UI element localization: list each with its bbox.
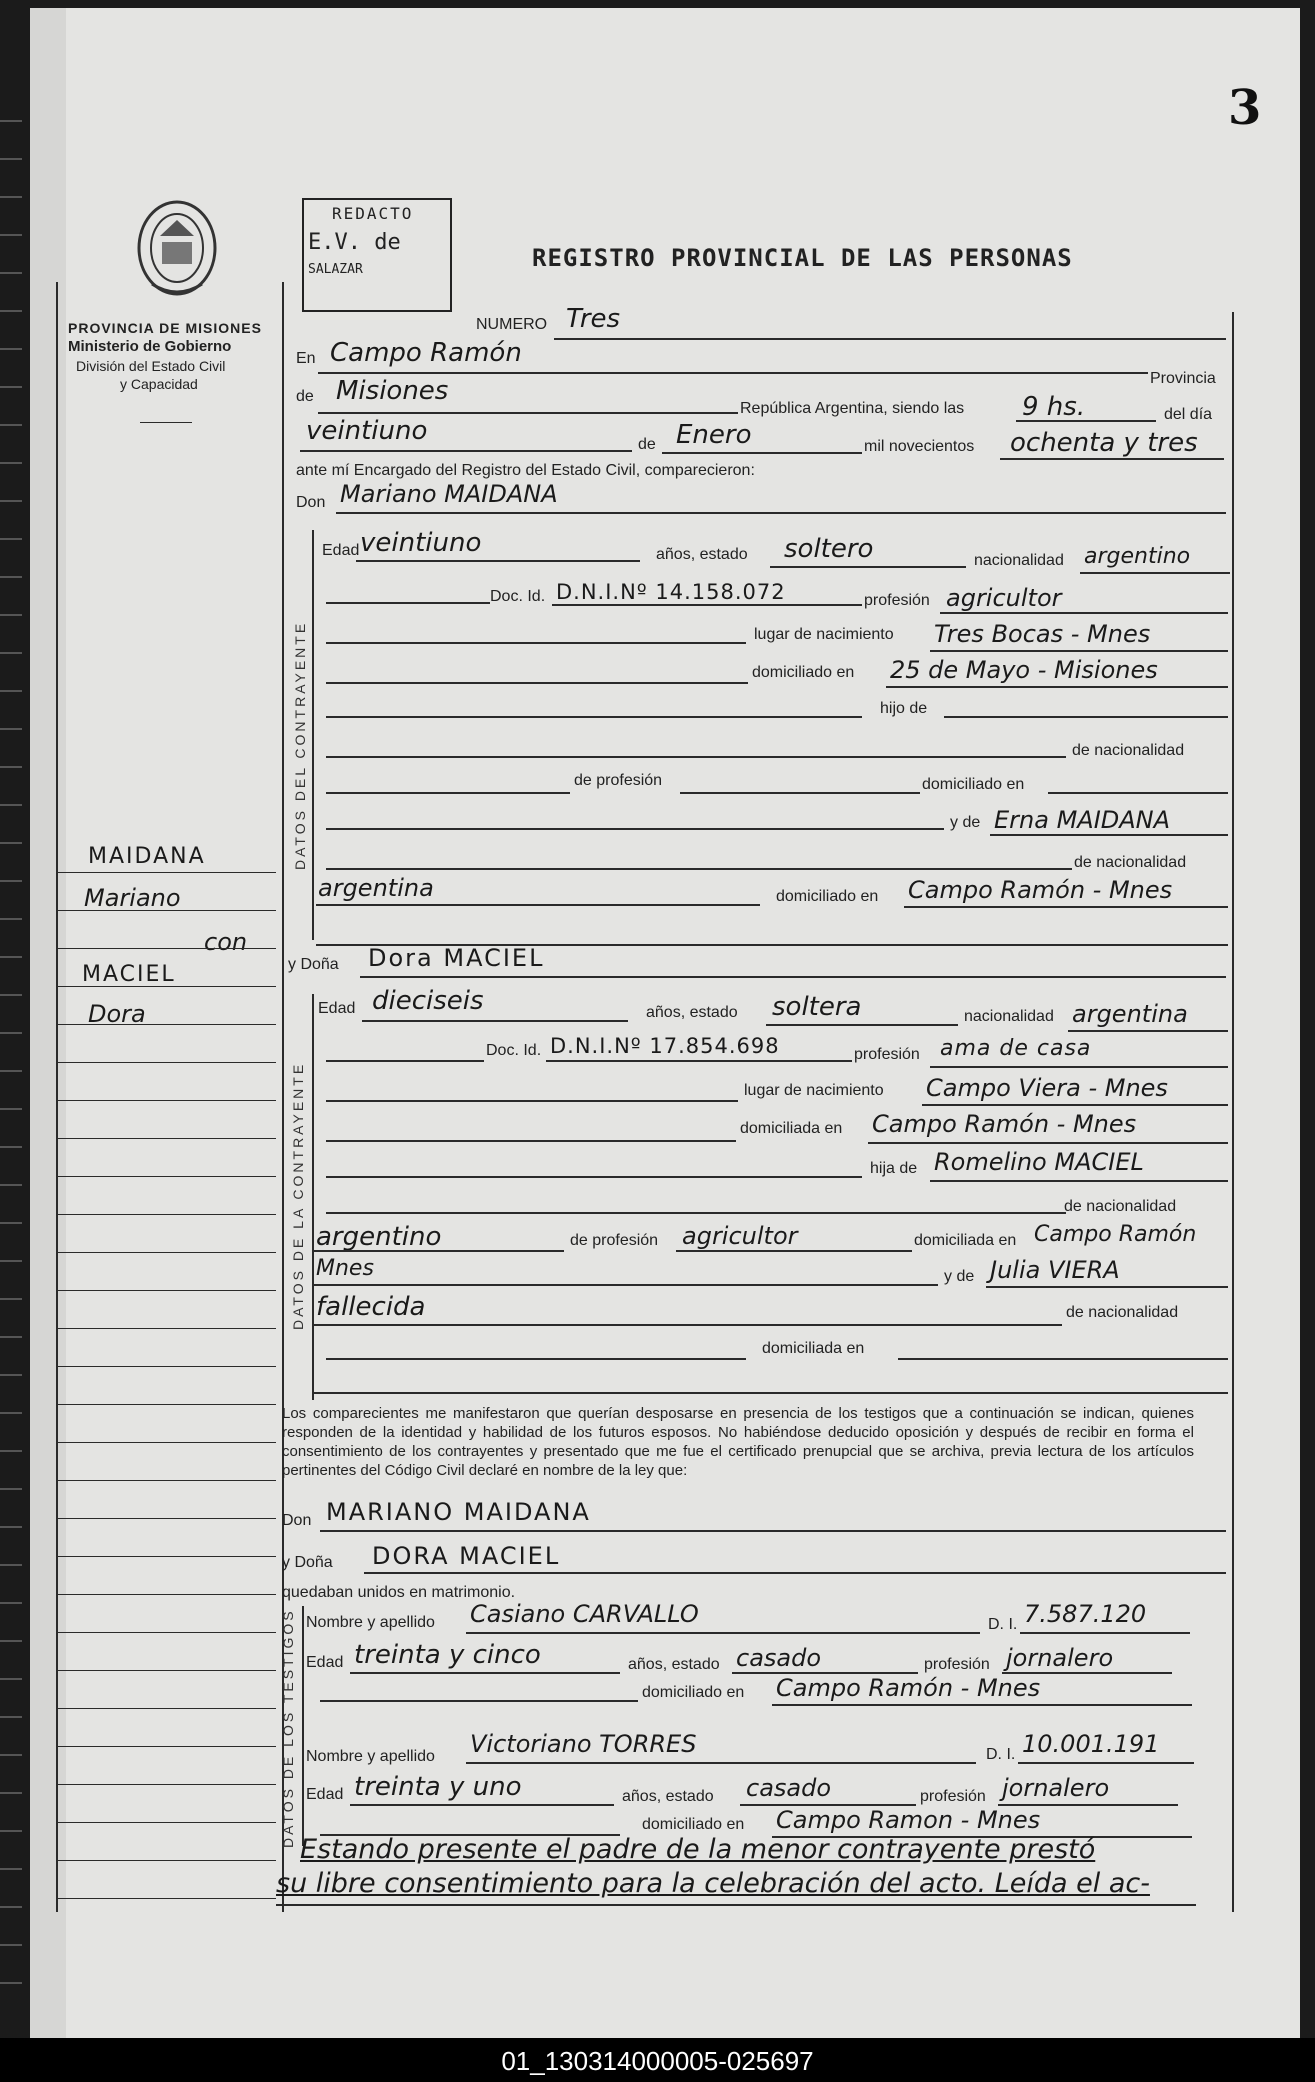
binding-notch: [0, 1564, 22, 1566]
dona-value: Dora MACIEL: [368, 944, 545, 972]
f-hija-pre-line: [326, 1176, 862, 1178]
coat-of-arms-icon: [130, 196, 224, 300]
contrayenta-section-label: DATOS DE LA CONTRAYENTE: [290, 1061, 306, 1330]
c-dom-line: [886, 686, 1228, 688]
binding-notch: [0, 1488, 22, 1490]
stamp-line2: SALAZAR: [308, 262, 363, 277]
binding-notch: [0, 1526, 22, 1528]
c-padre-nac-line: [326, 792, 570, 794]
t2-edad: treinta y uno: [354, 1772, 522, 1802]
c-padre-line: [326, 756, 1066, 758]
t2-prof-label: profesión: [920, 1788, 986, 1805]
f-nacionalidad: argentina: [1072, 1000, 1188, 1028]
f-doc-line: [546, 1060, 852, 1062]
f-close-line: [314, 1392, 1228, 1394]
sidebar-divider: [140, 422, 192, 423]
f-doc-label: Doc. Id.: [486, 1042, 542, 1059]
binding-notch: [0, 1754, 22, 1756]
t1-di-label: D. I.: [988, 1616, 1018, 1633]
binding-notch: [0, 1108, 22, 1110]
binding-notch: [0, 880, 22, 882]
f-padre-dom-2: Mnes: [316, 1256, 374, 1281]
anio-value: ochenta y tres: [1010, 428, 1198, 458]
c-madre: Erna MAIDANA: [994, 806, 1171, 834]
c-dom-label-3: domiciliado en: [776, 888, 879, 905]
hora-line: [1016, 420, 1156, 422]
c-domicilio: 25 de Mayo - Misiones: [890, 656, 1158, 684]
f-prof-line: [930, 1066, 1228, 1068]
margin-name-2: Dora: [88, 1000, 146, 1028]
note-line-2: su libre consentimiento para la celebración del acto. Leída el ac-: [276, 1868, 1150, 1899]
binding-notch: [0, 234, 22, 236]
binding-notch: [0, 462, 22, 464]
f-edad: dieciseis: [372, 986, 484, 1016]
f-de-nac-label-2: de nacionalidad: [1066, 1304, 1179, 1321]
c-lugar-line: [930, 650, 1228, 652]
en-value: Campo Ramón: [330, 338, 522, 368]
sidebar-rule: [56, 1860, 276, 1861]
c-edad-label: Edad: [322, 542, 360, 559]
binding-notch: [0, 1868, 22, 1870]
t2-anios-label: años, estado: [622, 1788, 714, 1805]
margin-con: con: [204, 928, 248, 956]
numero-line: [554, 338, 1226, 340]
binding-notch: [0, 1716, 22, 1718]
f-padre-2-line: [326, 1212, 1066, 1214]
contrayente-section-label: DATOS DEL CONTRAYENTE: [292, 620, 308, 870]
c-doc: D.N.I.Nº 14.158.072: [556, 580, 786, 604]
page-number: 3: [1228, 80, 1262, 136]
binding-notch: [0, 728, 22, 730]
f-hija-label: hija de: [870, 1160, 918, 1177]
c-lugar-pre-line: [326, 642, 746, 644]
union-dona-label: y Doña: [282, 1554, 333, 1571]
c-lugar-label: lugar de nacimiento: [754, 626, 894, 643]
f-lugar-line: [922, 1104, 1228, 1106]
scan-footer: [0, 2038, 1315, 2082]
f-padre-line: [930, 1180, 1228, 1182]
sidebar-rule: [56, 1632, 276, 1633]
numero-value: Tres: [566, 304, 621, 334]
binding-notch: [0, 1830, 22, 1832]
binding-notch: [0, 1982, 22, 1984]
f-dom-pre-line: [326, 1140, 736, 1142]
page-title: REGISTRO PROVINCIAL DE LAS PERSONAS: [532, 244, 1073, 272]
sidebar-rule: [56, 1024, 276, 1025]
binding-notch: [0, 348, 22, 350]
t1-di: 7.587.120: [1024, 1600, 1147, 1628]
sidebar-rule: [56, 1366, 276, 1367]
de-label-2: de: [638, 436, 656, 453]
c-dom-label-2: domiciliado en: [922, 776, 1025, 793]
f-padre-dom: Campo Ramón: [1034, 1222, 1197, 1247]
don-value: Mariano MAIDANA: [340, 480, 558, 508]
c-madre-line: [990, 834, 1228, 836]
f-padre-prof-line: [676, 1250, 912, 1252]
c-doc-label: Doc. Id.: [490, 588, 546, 605]
c-prof-line: [940, 612, 1228, 614]
dona-label: y Doña: [288, 956, 339, 973]
sidebar-rule: [56, 1404, 276, 1405]
f-padre-nac-line: [314, 1250, 564, 1252]
t2-di-line: [1018, 1762, 1194, 1764]
t1-domicilio: Campo Ramón - Mnes: [776, 1674, 1041, 1702]
file-id: 01_130314000005-025697: [501, 2046, 814, 2076]
c-hijo-pre-line: [326, 716, 862, 718]
quedaban-text: quedaban unidos en matrimonio.: [282, 1584, 516, 1601]
mes-line: [662, 452, 862, 454]
f-dom-label-2: domiciliada en: [914, 1232, 1017, 1249]
t1-di-line: [1020, 1632, 1190, 1634]
f-madre: Julia VIERA: [990, 1256, 1120, 1284]
division-label: División del Estado Civil: [76, 358, 226, 374]
sidebar-rule: [56, 1290, 276, 1291]
f-dom-label: domiciliada en: [740, 1120, 843, 1137]
f-nac-label: nacionalidad: [964, 1008, 1054, 1025]
binding-notch: [0, 1374, 22, 1376]
c-nac-label: nacionalidad: [974, 552, 1064, 569]
note-bottom-line: [276, 1904, 1196, 1906]
f-doc-pre-line: [326, 1060, 484, 1062]
c-madre-2-line: [326, 868, 1072, 870]
t2-nombre-label: Nombre y apellido: [306, 1748, 435, 1765]
binding-notch: [0, 386, 22, 388]
binding-notch: [0, 804, 22, 806]
don-label: Don: [296, 494, 326, 511]
binding-notch: [0, 690, 22, 692]
sidebar-rule: [56, 1442, 276, 1443]
c-de-nac-label-2: de nacionalidad: [1074, 854, 1187, 871]
union-don: MARIANO MAIDANA: [326, 1498, 591, 1526]
f-madre-estado-line: [314, 1324, 1062, 1326]
binding-notch: [0, 1032, 22, 1034]
c-madre-dom-line: [904, 906, 1228, 908]
c-nacionalidad: argentino: [1084, 544, 1191, 569]
t1-profesion: jornalero: [1006, 1644, 1114, 1672]
sidebar-rule: [56, 1670, 276, 1671]
sidebar-rule: [56, 1518, 276, 1519]
c-madre-nac-line: [316, 904, 760, 906]
binding-notch: [0, 576, 22, 578]
t1-edad-line: [350, 1672, 620, 1674]
sidebar-rule: [56, 1214, 276, 1215]
t2-di: 10.001.191: [1022, 1730, 1160, 1758]
mes-value: Enero: [676, 420, 752, 450]
f-estado-line: [766, 1024, 958, 1026]
t2-di-label: D. I.: [986, 1746, 1016, 1763]
binding-notch: [0, 1640, 22, 1642]
binding-notch: [0, 1412, 22, 1414]
c-edad: veintiuno: [360, 528, 482, 558]
c-padre-dom-line: [1048, 792, 1228, 794]
c-edad-line: [356, 560, 640, 562]
f-edad-line: [362, 1020, 628, 1022]
capacity-label: y Capacidad: [120, 376, 198, 392]
provincia-label: Provincia: [1150, 370, 1216, 387]
union-don-line: [320, 1530, 1226, 1532]
sidebar-rule: [56, 1100, 276, 1101]
sidebar-rule: [56, 1252, 276, 1253]
c-hijo-line: [944, 716, 1228, 718]
binding-notch: [0, 1298, 22, 1300]
c-dom-pre-line: [326, 682, 748, 684]
sidebar-rule: [56, 1556, 276, 1557]
f-profesion: ama de casa: [940, 1036, 1092, 1061]
provincia-value: Misiones: [336, 376, 449, 406]
f-madre-estado: fallecida: [316, 1292, 426, 1322]
c-estado: soltero: [784, 534, 874, 564]
t1-nombre: Casiano CARVALLO: [470, 1600, 699, 1628]
f-madre-pre-line: [314, 1284, 938, 1286]
republica-label: República Argentina, siendo las: [740, 400, 965, 417]
sidebar-rule: [56, 872, 276, 873]
c-de-prof-label: de profesión: [574, 772, 663, 789]
binding-notch: [0, 1146, 22, 1148]
f-lugar-pre-line: [326, 1100, 738, 1102]
declaration-text: Los comparecientes me manifestaron que querían desposarse en presencia de los testigos que a continuación se indican, quienes responden de la identidad y habilidad de los futuros esposos. No habiéndose deducido oposición y después de recibir en forma el consentimiento de los contrayentes y presentado que me fue el certificado prenupcial que se archiva, previa lectura de los artículos pertinentes del Código Civil declaré en nombre de la ley que:: [282, 1405, 1194, 1479]
binding-notch: [0, 1336, 22, 1338]
del-dia-label: del día: [1164, 406, 1213, 423]
f-dom-line: [868, 1142, 1228, 1144]
binding-notch: [0, 1678, 22, 1680]
binding-notch: [0, 1906, 22, 1908]
f-anios-label: años, estado: [646, 1004, 738, 1021]
sidebar-rule: [56, 1784, 276, 1785]
sidebar-rule: [56, 1898, 276, 1899]
f-de-nac-label: de nacionalidad: [1064, 1198, 1177, 1215]
dia-line: [300, 450, 632, 452]
c-estado-line: [770, 566, 966, 568]
sidebar-rule: [56, 1480, 276, 1481]
c-madre-dom: Campo Ramón - Mnes: [908, 876, 1173, 904]
f-lugar-label: lugar de nacimiento: [744, 1082, 884, 1099]
c-dom-label: domiciliado en: [752, 664, 855, 681]
main-right-rule: [1232, 312, 1234, 1912]
t2-nombre: Victoriano TORRES: [470, 1730, 697, 1758]
don-line: [336, 512, 1226, 514]
f-padre-prof: agricultor: [682, 1222, 798, 1250]
t1-prof-label: profesión: [924, 1656, 990, 1673]
sidebar-rule: [56, 948, 276, 949]
t1-nombre-line: [466, 1632, 980, 1634]
binding-notch: [0, 1222, 22, 1224]
c-nac-line: [1080, 572, 1230, 574]
sidebar-rule: [56, 910, 276, 911]
f-nac-line: [1068, 1030, 1228, 1032]
f-estado: soltera: [772, 992, 862, 1022]
c-de-nac-label: de nacionalidad: [1072, 742, 1185, 759]
binding-notch: [0, 500, 22, 502]
t1-edad-label: Edad: [306, 1654, 344, 1671]
binding-notch: [0, 918, 22, 920]
margin-surname-2: MACIEL: [82, 962, 176, 987]
c-madre-nac: argentina: [318, 874, 434, 902]
anio-line: [1000, 458, 1224, 460]
binding-notch: [0, 1070, 22, 1072]
sidebar-rule: [56, 1822, 276, 1823]
binding-notch: [0, 994, 22, 996]
binding-notch: [0, 158, 22, 160]
binding-notch: [0, 766, 22, 768]
c-madre-pre-line: [326, 828, 944, 830]
c-prof-label: profesión: [864, 592, 930, 609]
c-profesion: agricultor: [946, 584, 1062, 612]
mil-label: mil novecientos: [864, 438, 975, 455]
t1-dom-line: [772, 1704, 1192, 1706]
binding-notch: [0, 614, 22, 616]
testigos-rule: [302, 1606, 304, 1846]
en-line: [318, 372, 1148, 374]
binding-notch: [0, 1602, 22, 1604]
sidebar-rule: [56, 1176, 276, 1177]
c-anios-label: años, estado: [656, 546, 748, 563]
sidebar-rule: [56, 1746, 276, 1747]
en-label: En: [296, 350, 316, 367]
numero-label: NUMERO: [476, 316, 548, 333]
t1-nombre-label: Nombre y apellido: [306, 1614, 435, 1631]
binding-notch: [0, 1260, 22, 1262]
provincia-line: [318, 412, 738, 414]
left-margin-rule: [56, 282, 58, 1912]
binding-notch: [0, 424, 22, 426]
c-padre-prof-line: [680, 792, 920, 794]
binding-notch: [0, 652, 22, 654]
c-y-de-label: y de: [950, 814, 981, 831]
f-prof-label: profesión: [854, 1046, 920, 1063]
f-madre-dom-line: [898, 1358, 1228, 1360]
t2-profesion: jornalero: [1002, 1774, 1110, 1802]
union-dona-line: [364, 1572, 1226, 1574]
c-hijo-label: hijo de: [880, 700, 928, 717]
binding-notch: [0, 1184, 22, 1186]
c-doc-line: [552, 604, 862, 606]
t2-estado: casado: [746, 1774, 832, 1802]
t1-edad: treinta y cinco: [354, 1640, 541, 1670]
f-madre-dom-pre-line: [326, 1358, 746, 1360]
binding-notch: [0, 196, 22, 198]
hora-value: 9 hs.: [1022, 392, 1086, 422]
t2-edad-line: [350, 1804, 614, 1806]
union-don-label: Don: [282, 1512, 312, 1529]
t1-dom-pre-line: [320, 1700, 638, 1702]
de-label: de: [296, 388, 314, 405]
testigos-section-label: DATOS DE LOS TESTIGOS: [280, 1608, 296, 1848]
f-lugar: Campo Viera - Mnes: [926, 1074, 1168, 1102]
stamp-title: REDACTO: [332, 204, 414, 223]
sidebar-rule: [56, 1708, 276, 1709]
binding-notch: [0, 1450, 22, 1452]
f-dom-label-3: domiciliada en: [762, 1340, 865, 1357]
t2-dom-label: domiciliado en: [642, 1816, 745, 1833]
ante-label: ante mí Encargado del Registro del Estado Civil, comparecieron:: [296, 462, 755, 479]
binding-notch: [0, 538, 22, 540]
sidebar-rule: [56, 1062, 276, 1063]
t1-estado: casado: [736, 1644, 822, 1672]
dona-line: [360, 976, 1226, 978]
f-y-de-label: y de: [944, 1268, 975, 1285]
binding-notch: [0, 842, 22, 844]
f-de-prof-label: de profesión: [570, 1232, 659, 1249]
t2-domicilio: Campo Ramon - Mnes: [776, 1806, 1041, 1834]
f-madre-line: [986, 1286, 1228, 1288]
binding-notch: [0, 956, 22, 958]
contrayenta-rule: [312, 994, 314, 1400]
f-doc: D.N.I.Nº 17.854.698: [550, 1034, 780, 1058]
binding-notch: [0, 272, 22, 274]
f-padre-nac: argentino: [316, 1222, 442, 1252]
union-dona: DORA MACIEL: [372, 1542, 561, 1570]
ministry-label: Ministerio de Gobierno: [68, 338, 232, 355]
book-binding: [30, 8, 66, 2038]
t2-edad-label: Edad: [306, 1786, 344, 1803]
binding-notch: [0, 1792, 22, 1794]
margin-surname-1: MAIDANA: [88, 844, 206, 869]
t2-nombre-line: [466, 1762, 976, 1764]
binding-notch: [0, 310, 22, 312]
f-padre: Romelino MACIEL: [934, 1148, 1144, 1176]
margin-name-1: Mariano: [84, 884, 181, 912]
sidebar-rule: [56, 1138, 276, 1139]
binding-notch: [0, 1944, 22, 1946]
t1-dom-label: domiciliado en: [642, 1684, 745, 1701]
binding-notch: [0, 120, 22, 122]
sidebar-rule: [56, 1594, 276, 1595]
sidebar-rule: [56, 986, 276, 987]
stamp-line1: E.V. de: [308, 230, 401, 255]
contrayente-rule: [312, 530, 314, 940]
province-label: PROVINCIA DE MISIONES: [68, 320, 262, 336]
c-lugar: Tres Bocas - Mnes: [934, 620, 1151, 648]
t1-anios-label: años, estado: [628, 1656, 720, 1673]
dia-value: veintiuno: [306, 416, 428, 446]
f-edad-label: Edad: [318, 1000, 356, 1017]
redacto-stamp: [302, 198, 452, 312]
f-domicilio: Campo Ramón - Mnes: [872, 1110, 1137, 1138]
note-line-1: Estando presente el padre de la menor contrayente prestó: [300, 1834, 1096, 1865]
sidebar-rule: [56, 1328, 276, 1329]
c-doc-pre-line: [326, 602, 490, 604]
